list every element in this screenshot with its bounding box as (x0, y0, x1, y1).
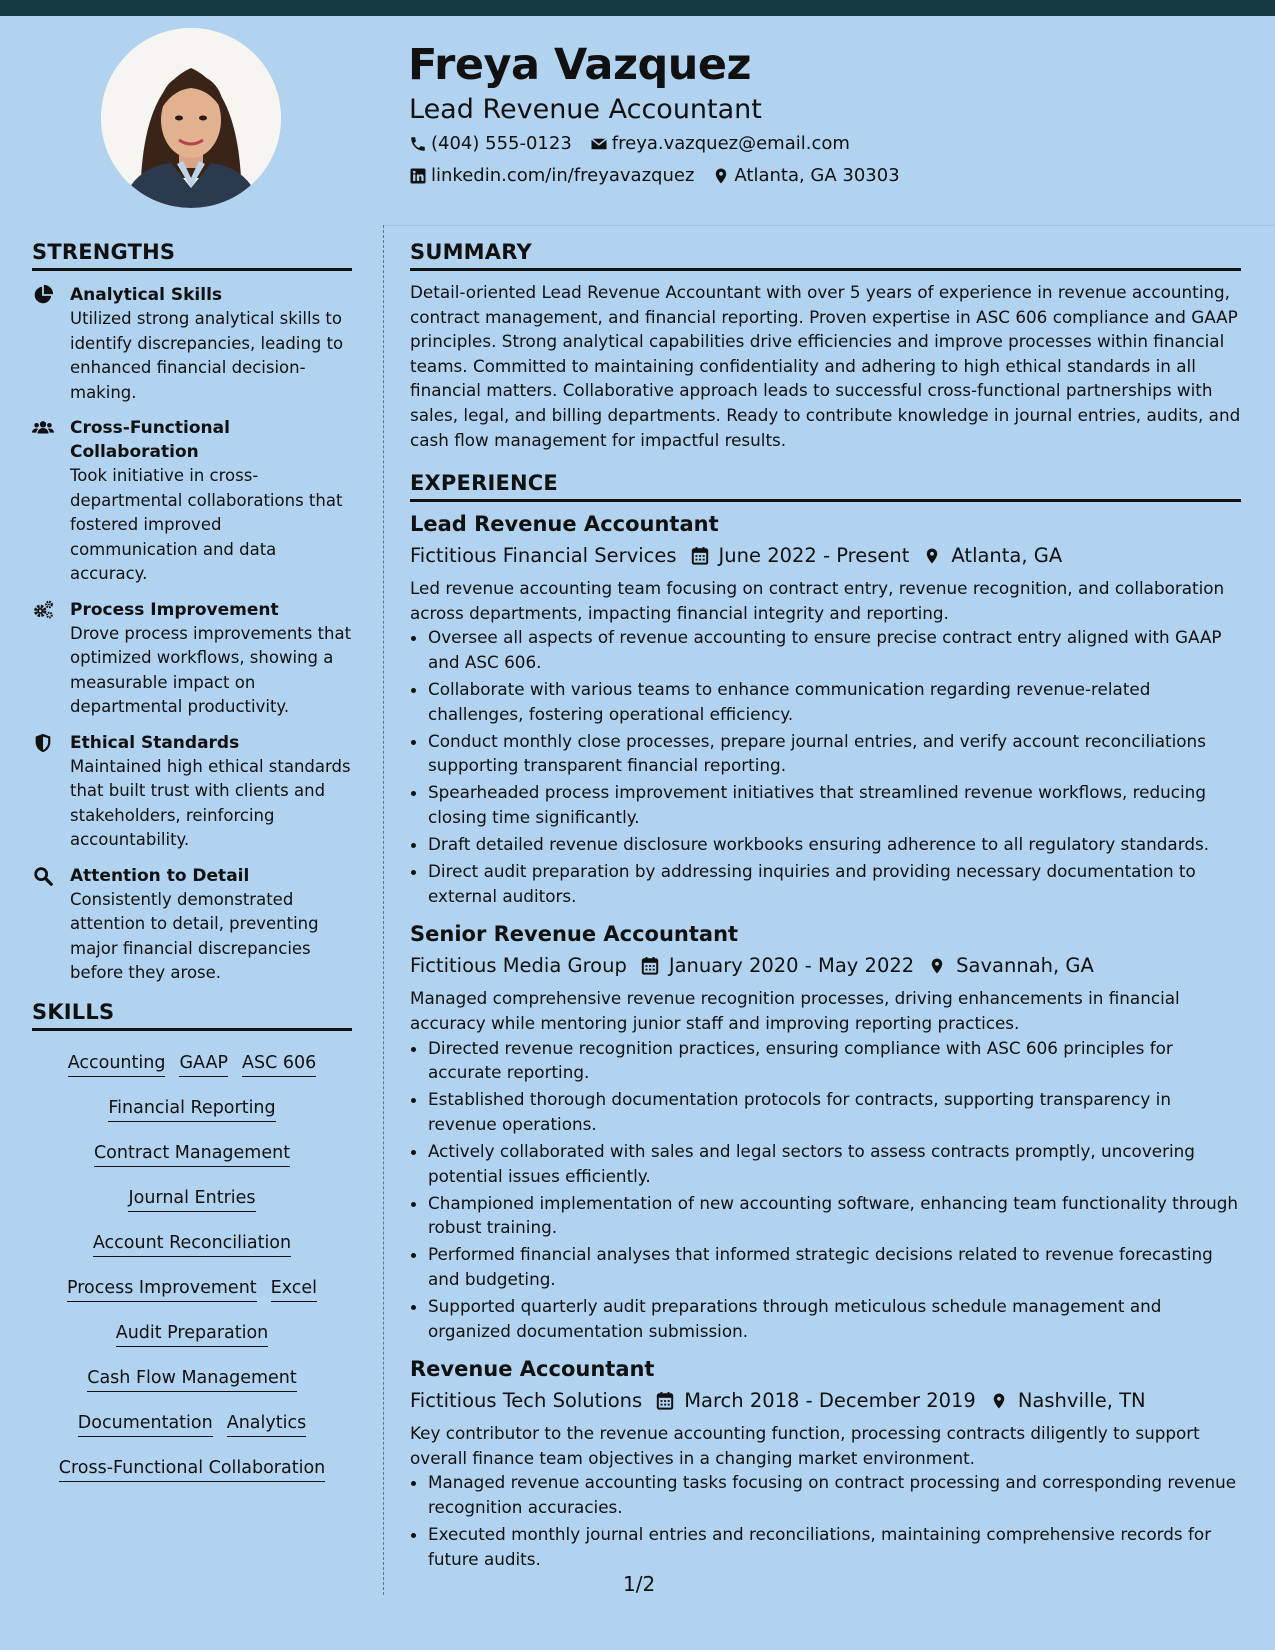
bullet-item: • Directed revenue recognition practices, ensuring compliance with ASC 606 principles for accurate reporting. (428, 1036, 1241, 1085)
users-icon (32, 417, 56, 439)
job-location: Nashville, TN (1017, 1389, 1146, 1413)
company-name: Fictitious Financial Services (410, 544, 677, 568)
bullet-item: • Managed revenue accounting tasks focusing on contract processing and corresponding revenue recognition accuracies. (428, 1470, 1241, 1519)
skill-tag: Journal Entries (128, 1185, 255, 1212)
strength-item (32, 598, 352, 720)
location-contact (712, 165, 899, 186)
bullet-item: • Oversee all aspects of revenue accounting to ensure precise contract entry aligned with GAAP and ASC 606. (428, 625, 1241, 674)
bullet-item: • Conduct monthly close processes, prepare journal entries, and verify account reconciliations supporting transparent financial reporting. (428, 729, 1241, 778)
job-meta (410, 952, 1241, 980)
skill-tag: Account Reconciliation (93, 1230, 291, 1257)
phone-icon (409, 135, 427, 153)
job-description: Managed comprehensive revenue recognition processes, driving enhancements in financial accuracy while mentoring junior staff and improving reporting practices. (410, 988, 1180, 1033)
calendar-icon (656, 1391, 674, 1411)
job-dates: March 2018 - December 2019 (684, 1389, 976, 1413)
strength-title: Ethical Standards (70, 732, 240, 753)
skill-tag: ASC 606 (242, 1050, 316, 1077)
linkedin-text: linkedin.com/in/freyavazquez (431, 165, 695, 186)
bullet-item: • Collaborate with various teams to enhance communication regarding revenue-related challenges, fostering operational efficiency. (428, 677, 1241, 726)
strength-title: Analytical Skills (70, 285, 223, 305)
strength-title: Attention to Detail (70, 865, 250, 886)
phone-contact[interactable] (409, 133, 572, 154)
experience-heading: EXPERIENCE (410, 471, 1241, 502)
skill-tag: Process Improvement (67, 1275, 257, 1302)
bullet-item: • Established thorough documentation protocols for contracts, supporting transparency in revenue operations. (428, 1087, 1241, 1136)
header-divider (383, 225, 1275, 226)
skill-tag: Excel (271, 1275, 317, 1302)
skills-heading: SKILLS (32, 1000, 352, 1031)
candidate-role: Lead Revenue Accountant (409, 94, 762, 125)
skill-tag: GAAP (179, 1050, 228, 1077)
calendar-icon (641, 956, 659, 976)
skill-tag: Documentation (78, 1410, 213, 1437)
job-location: Atlanta, GA (951, 544, 1063, 568)
bullet-item: • Executed monthly journal entries and reconciliations, maintaining comprehensive records for future audits. (428, 1522, 1241, 1571)
column-divider (383, 225, 384, 1595)
skills-list (32, 1041, 352, 1491)
linkedin-contact[interactable] (409, 165, 694, 186)
bullet-item: • Actively collaborated with sales and legal sectors to assess contracts promptly, uncovering potential issues efficiently. (428, 1139, 1241, 1188)
summary-heading: SUMMARY (410, 240, 1241, 271)
skill-tag: Cash Flow Management (87, 1365, 297, 1392)
strength-title: Cross-Functional Collaboration (70, 418, 230, 462)
bullet-item: • Championed implementation of new accounting software, enhancing team functionality through robust training. (428, 1191, 1241, 1240)
strength-desc: Took initiative in cross-departmental collaborations that fostered improved communication and data accuracy. (70, 466, 343, 583)
skill-tag: Audit Preparation (116, 1320, 269, 1347)
job-bullets (410, 625, 1241, 908)
job-title: Revenue Accountant (410, 1357, 655, 1382)
shield-icon (32, 732, 56, 754)
top-bar (0, 0, 1275, 16)
map-pin-icon (990, 1391, 1008, 1411)
candidate-name: Freya Vazquez (408, 40, 752, 90)
strength-desc: Utilized strong analytical skills to identify discrepancies, leading to enhanced financial decision-making. (70, 309, 344, 402)
strength-desc: Consistently demonstrated attention to detail, preventing major financial discrepancies before they arose. (70, 889, 319, 982)
email-contact[interactable] (590, 133, 850, 154)
strength-desc: Maintained high ethical standards that built trust with clients and stakeholders, reinforcing accountability. (70, 756, 351, 849)
bullet-item: • Spearheaded process improvement initiatives that streamlined revenue workflows, reducing closing time significantly. (428, 780, 1241, 829)
envelope-icon (590, 135, 608, 153)
job-dates: January 2020 - May 2022 (668, 954, 915, 978)
right-column (410, 240, 1241, 1574)
calendar-icon (691, 546, 709, 566)
job-title: Lead Revenue Accountant (410, 512, 719, 537)
bullet-item: • Direct audit preparation by addressing inquiries and providing necessary documentation to external auditors. (428, 859, 1241, 908)
gears-icon (32, 599, 56, 621)
skill-tag: Accounting (68, 1050, 166, 1077)
email-text: freya.vazquez@email.com (611, 133, 850, 154)
contact-row-1 (409, 133, 868, 154)
bullet-item: • Performed financial analyses that informed strategic decisions related to revenue forecasting and budgeting. (428, 1242, 1241, 1291)
strength-item (32, 864, 352, 986)
job-meta (410, 1387, 1241, 1415)
bullet-item: • Supported quarterly audit preparations through meticulous schedule management and organized documentation submission. (428, 1294, 1241, 1343)
skill-tag: Contract Management (94, 1140, 290, 1167)
strength-item (32, 283, 352, 405)
contact-row-2 (409, 165, 918, 186)
left-column (32, 240, 352, 1491)
job-location: Savannah, GA (956, 954, 1094, 978)
page-number: 1/2 (623, 1572, 656, 1596)
skill-tag: Cross-Functional Collaboration (59, 1455, 326, 1482)
job-description: Led revenue accounting team focusing on contract entry, revenue recognition, and collaboration across departments, impacting financial integrity and reporting. (410, 578, 1225, 623)
location-text: Atlanta, GA 30303 (734, 165, 900, 186)
job-bullets (410, 1036, 1241, 1344)
bullet-item: • Draft detailed revenue disclosure workbooks ensuring adherence to all regulatory standards. (428, 832, 1241, 857)
strength-desc: Drove process improvements that optimized workflows, showing a measurable impact on departmental productivity. (70, 623, 352, 716)
summary-text: Detail-oriented Lead Revenue Accountant with over 5 years of experience in revenue accounting, contract management, and financial reporting. Proven expertise in ASC 606 compliance and GAAP principles. Strong analytical capabilities drive efficiencies and improve processes within financial teams. Committed to maintaining confidentiality and adhering to high ethical standards in all financial matters. Collaborative approach leads to successful cross-functional partnerships with sales, legal, and billing departments. Ready to contribute knowledge in journal entries, audits, and cash flow management for impactful results. (410, 282, 1241, 450)
linkedin-icon (409, 167, 427, 185)
search-icon (32, 865, 56, 887)
strengths-heading: STRENGTHS (32, 240, 352, 271)
company-name: Fictitious Tech Solutions (410, 1389, 643, 1413)
job-meta (410, 542, 1241, 570)
strength-title: Process Improvement (70, 599, 279, 620)
strength-item (32, 416, 352, 587)
skill-tag: Financial Reporting (108, 1095, 275, 1122)
profile-photo (101, 28, 281, 208)
pie-chart-icon (32, 284, 56, 306)
map-pin-icon (712, 167, 730, 185)
job-description: Key contributor to the revenue accounting function, processing contracts diligently to support overall finance team objectives in a changing market environment. (410, 1423, 1200, 1468)
job-entry (410, 1355, 1241, 1571)
map-pin-icon (928, 956, 946, 976)
map-pin-icon (923, 546, 941, 566)
job-entry (410, 920, 1241, 1343)
phone-text: (404) 555-0123 (431, 133, 572, 154)
job-dates: June 2022 - Present (718, 544, 910, 568)
job-entry (410, 510, 1241, 908)
strength-item (32, 731, 352, 853)
strengths-list (32, 283, 352, 986)
job-bullets (410, 1470, 1241, 1571)
skill-tag: Analytics (227, 1410, 306, 1437)
company-name: Fictitious Media Group (410, 954, 627, 978)
job-title: Senior Revenue Accountant (410, 922, 739, 947)
